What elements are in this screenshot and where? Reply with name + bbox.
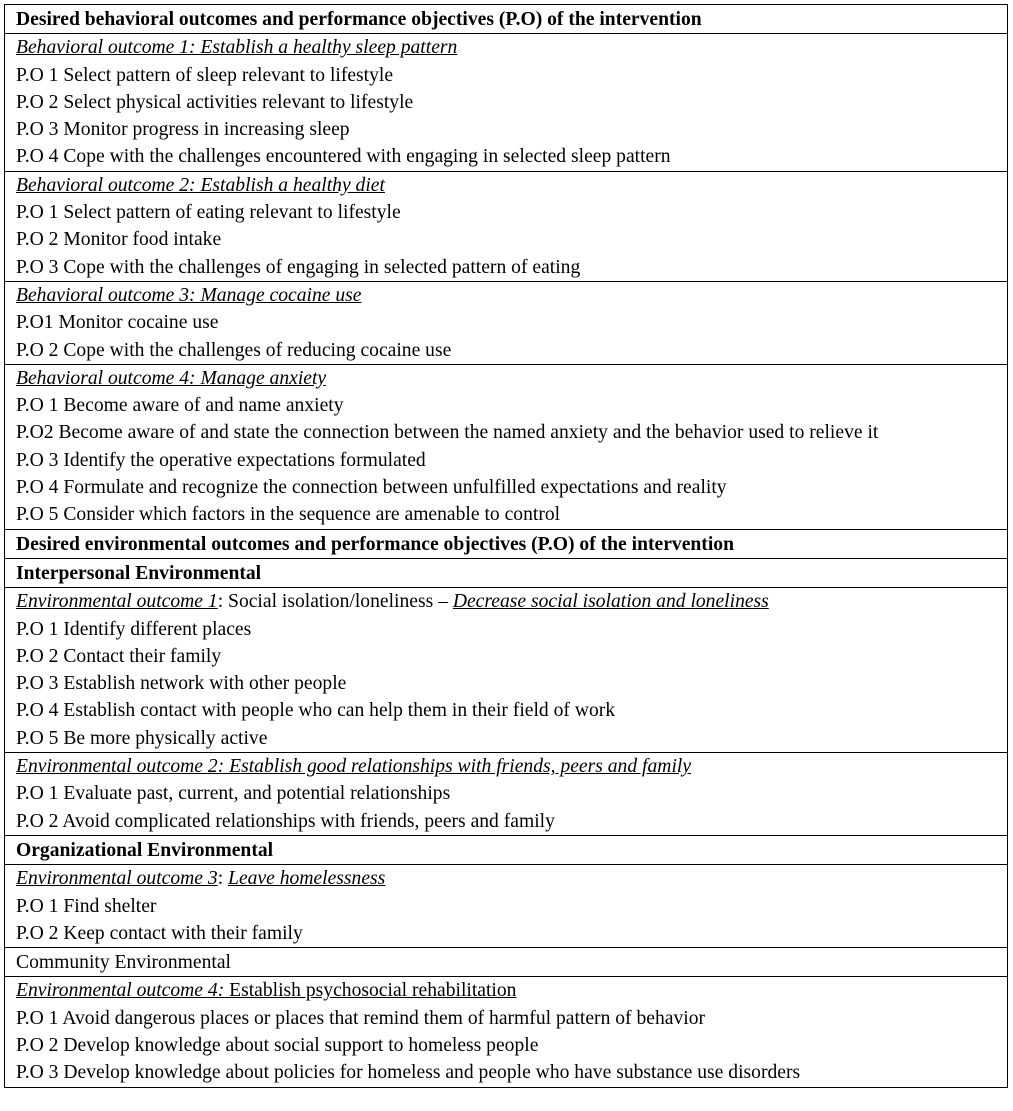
- section-header: Desired behavioral outcomes and performance objectives (P.O) of the intervention: [16, 9, 702, 30]
- outcome-title: [16, 865, 1007, 892]
- list-item: P.O 2 Contact their family: [16, 645, 222, 667]
- list-item: P.O 1 Find shelter: [16, 895, 157, 917]
- outcome-title: [16, 588, 1007, 615]
- list-item: P.O 4 Establish contact with people who can help them in their field of work: [16, 700, 616, 722]
- table-row: [5, 5, 1008, 34]
- outcome-goal: Leave homelessness: [228, 868, 386, 890]
- list-item: P.O 2 Avoid complicated relationships with friends, peers and family: [16, 810, 555, 832]
- list-item: P.O 1 Become aware of and name anxiety: [16, 395, 344, 417]
- list-item: P.O1 Monitor cocaine use: [16, 312, 219, 334]
- outcome-title: Behavioral outcome 4: Manage anxiety: [16, 367, 327, 389]
- table-row: [5, 364, 1008, 529]
- list-item: P.O 5 Be more physically active: [16, 727, 268, 749]
- organizational-label-cell: [5, 835, 1008, 864]
- table-row: [5, 977, 1008, 1087]
- list-item: P.O 1 Identify different places: [16, 618, 252, 640]
- list-item: P.O 2 Keep contact with their family: [16, 922, 303, 944]
- outcome-title: Environmental outcome 2: Establish good relationships with friends, peers and family: [16, 756, 692, 778]
- outcome-label: Environmental outcome 1: [16, 591, 218, 613]
- outcome-title: Behavioral outcome 3: Manage cocaine use: [16, 284, 362, 306]
- outcome-separator: :: [217, 868, 229, 890]
- outcome-middle-text: : Social isolation/loneliness –: [217, 591, 453, 613]
- list-item: P.O 3 Develop knowledge about policies for homeless and people who have substance use disorders: [16, 1062, 801, 1084]
- outcome-title: Behavioral outcome 2: Establish a healthy diet: [16, 174, 385, 196]
- table-row: [5, 34, 1008, 171]
- list-item: P.O 2 Develop knowledge about social support to homeless people: [16, 1034, 539, 1056]
- list-item: P.O 2 Select physical activities relevant to lifestyle: [16, 91, 414, 113]
- outcome-goal: Establish psychosocial rehabilitation: [224, 980, 517, 1002]
- table-row: [5, 281, 1008, 364]
- outcome-label: Environmental outcome 3: [16, 868, 218, 890]
- environmental-outcome-1-cell: [5, 588, 1008, 753]
- list-item: P.O 2 Cope with the challenges of reducing cocaine use: [16, 339, 452, 361]
- list-item: P.O 3 Cope with the challenges of engaging in selected pattern of eating: [16, 256, 581, 278]
- list-item: P.O2 Become aware of and state the connection between the named anxiety and the behavior used to relieve it: [16, 422, 879, 444]
- community-label-cell: [5, 948, 1008, 977]
- list-item: P.O 1 Evaluate past, current, and potential relationships: [16, 783, 451, 805]
- subsection-label: Organizational Environmental: [16, 839, 274, 861]
- environmental-outcome-4-cell: [5, 977, 1008, 1087]
- table-row: [5, 835, 1008, 864]
- list-item: P.O 1 Avoid dangerous places or places that remind them of harmful pattern of behavior: [16, 1007, 706, 1029]
- list-item: P.O 3 Identify the operative expectations formulated: [16, 449, 426, 471]
- environmental-outcome-2-cell: [5, 753, 1008, 836]
- subsection-label: Community Environmental: [16, 952, 231, 974]
- table-row: [5, 529, 1008, 558]
- table-row: [5, 558, 1008, 587]
- list-item: P.O 5 Consider which factors in the sequence are amenable to control: [16, 504, 561, 526]
- list-item: P.O 2 Monitor food intake: [16, 229, 222, 251]
- list-item: P.O 1 Select pattern of eating relevant to lifestyle: [16, 202, 401, 224]
- objectives-table: [4, 4, 1008, 1088]
- outcome-title: Behavioral outcome 1: Establish a healthy sleep pattern: [16, 37, 458, 59]
- interpersonal-label-cell: [5, 558, 1008, 587]
- behavioral-outcome-3-cell: [5, 281, 1008, 364]
- table-row: [5, 171, 1008, 281]
- environmental-outcome-3-cell: [5, 865, 1008, 948]
- behavioral-outcome-2-cell: [5, 171, 1008, 281]
- behavioral-header-cell: [5, 5, 1008, 34]
- environmental-header-cell: [5, 529, 1008, 558]
- table-row: [5, 865, 1008, 948]
- outcome-goal: Decrease social isolation and loneliness: [452, 591, 769, 613]
- outcome-title: [16, 977, 1007, 1004]
- list-item: P.O 4 Formulate and recognize the connection between unfulfilled expectations and reality: [16, 477, 727, 499]
- table-row: [5, 753, 1008, 836]
- table-row: [5, 948, 1008, 977]
- subsection-label: Interpersonal Environmental: [16, 562, 262, 584]
- behavioral-outcome-4-cell: [5, 364, 1008, 529]
- list-item: P.O 3 Monitor progress in increasing sleep: [16, 119, 350, 141]
- list-item: P.O 4 Cope with the challenges encountered with engaging in selected sleep pattern: [16, 146, 671, 168]
- behavioral-outcome-1-cell: [5, 34, 1008, 171]
- table-row: [5, 588, 1008, 753]
- outcome-label: Environmental outcome 4:: [16, 980, 225, 1002]
- section-header: Desired environmental outcomes and performance objectives (P.O) of the intervention: [16, 533, 734, 555]
- list-item: P.O 3 Establish network with other people: [16, 673, 347, 695]
- list-item: P.O 1 Select pattern of sleep relevant to lifestyle: [16, 64, 394, 86]
